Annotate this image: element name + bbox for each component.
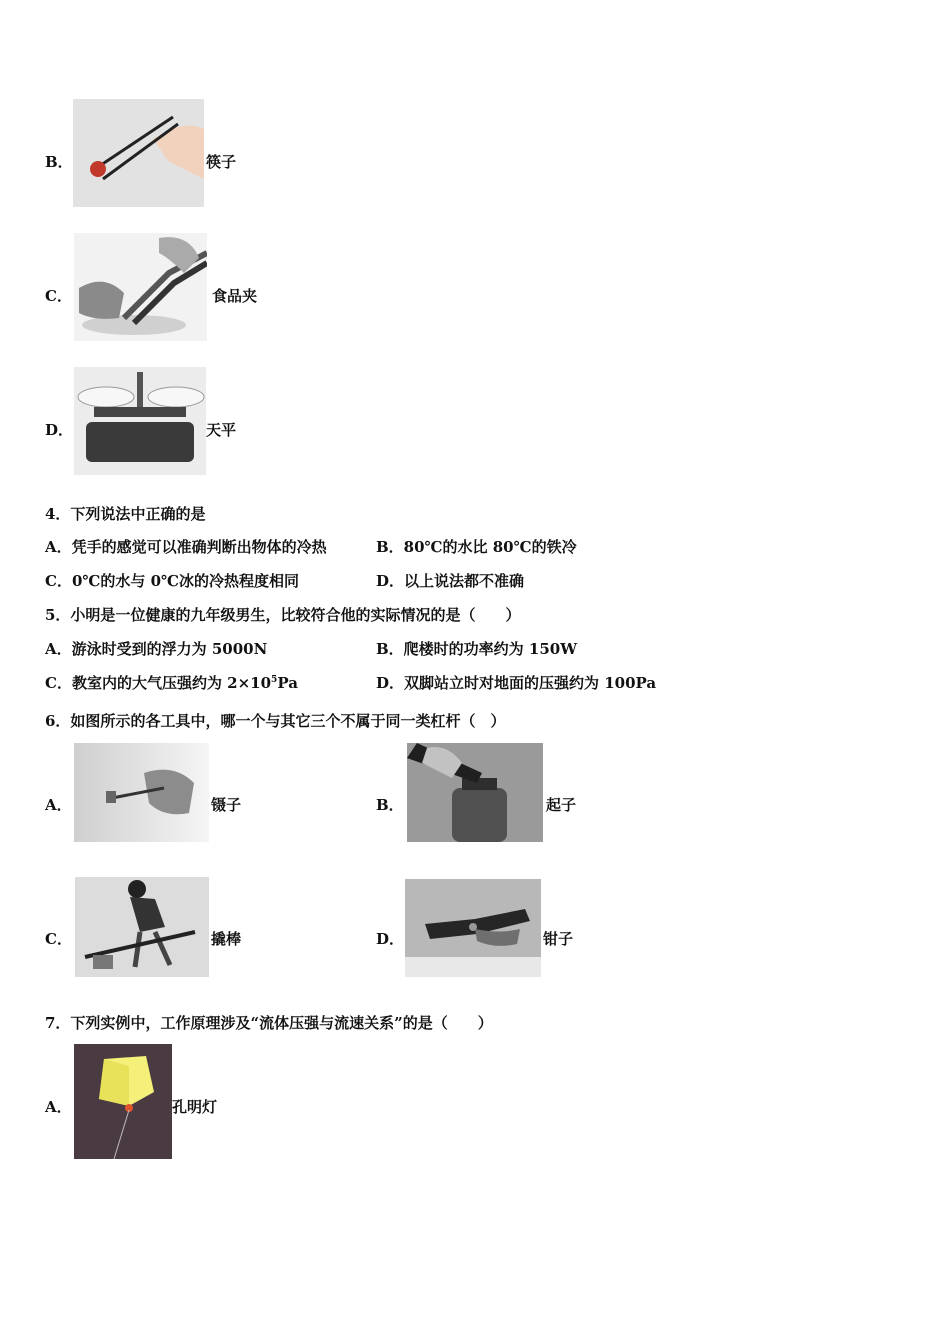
- q3-option-d-caption: 天平: [206, 421, 237, 439]
- q5-option-d: D．双脚站立时对地面的压强约为 100Pa: [376, 674, 657, 692]
- q6-option-c-letter: C．: [45, 930, 72, 948]
- q6-option-b-caption: 起子: [546, 796, 577, 814]
- q5-option-b: B．爬楼时的功率约为 150W: [376, 640, 578, 658]
- q6-option-b-letter: B．: [376, 796, 404, 814]
- q3-option-c-letter: C．: [45, 287, 72, 305]
- q4-option-c: C．0℃的水与 0℃冰的冷热程度相同: [45, 572, 299, 590]
- q5-option-a: A．游泳时受到的浮力为 5000N: [45, 640, 268, 658]
- q6-option-a-caption: 镊子: [211, 796, 242, 814]
- q3-option-b-letter: B．: [45, 153, 73, 171]
- q3-option-c-caption: 食品夹: [212, 287, 258, 305]
- q3-option-b-caption: 筷子: [206, 153, 237, 171]
- q7-option-a-caption: 孔明灯: [172, 1098, 218, 1116]
- q6-option-c-caption: 撬棒: [211, 930, 242, 948]
- q4-option-b: B．80℃的水比 80℃的铁冷: [376, 538, 577, 556]
- q6-option-d-caption: 钳子: [543, 930, 574, 948]
- tweezers-icon: [74, 743, 209, 842]
- q4-option-d: D．以上说法都不准确: [376, 572, 525, 590]
- q5-option-c-exponent: 5: [271, 675, 278, 685]
- q5-option-c: [45, 674, 298, 692]
- q4-option-a: A．凭手的感觉可以准确判断出物体的冷热: [45, 538, 327, 556]
- q4-stem: 4．下列说法中正确的是: [45, 505, 206, 523]
- chopsticks-icon: [73, 99, 204, 207]
- food-tongs-icon: [74, 233, 207, 341]
- q5-option-c-unit: Pa: [277, 674, 298, 692]
- sky-lantern-icon: [74, 1044, 172, 1159]
- q6-option-d-letter: D．: [376, 930, 405, 948]
- pliers-icon: [405, 879, 541, 977]
- q7-option-a-letter: A．: [45, 1098, 72, 1116]
- balance-scale-icon: [74, 367, 206, 475]
- crowbar-icon: [75, 877, 209, 977]
- q7-stem: 7．下列实例中，工作原理涉及“流体压强与流速关系”的是（ ）: [45, 1014, 493, 1032]
- q3-option-d-letter: D．: [45, 421, 74, 439]
- q6-option-a-letter: A．: [45, 796, 72, 814]
- bottle-opener-icon: [407, 743, 543, 842]
- q6-stem: 6．如图所示的各工具中，哪一个与其它三个不属于同一类杠杆（ ）: [45, 712, 506, 730]
- q5-option-c-text: C．教室内的大气压强约为 2×10: [45, 674, 272, 692]
- q5-stem: 5．小明是一位健康的九年级男生，比较符合他的实际情况的是（ ）: [45, 606, 521, 624]
